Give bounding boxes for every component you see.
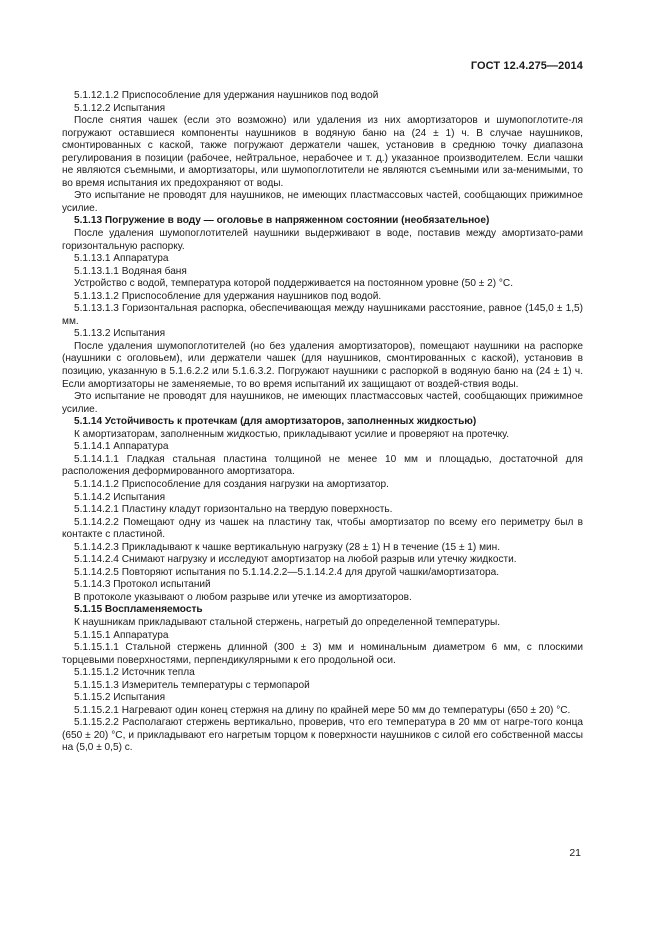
paragraph: 5.1.13.1.3 Горизонтальная распорка, обеспечивающая между наушниками расстояние, равное (145,0 ± 1,5) мм. [62, 303, 583, 327]
paragraph: 5.1.14.2.5 Повторяют испытания по 5.1.14.2.2—5.1.14.2.4 для другой чашки/амортизатора. [74, 566, 499, 578]
paragraph: 5.1.14.1.1 Гладкая стальная пластина толщиной не менее 10 мм и площадью, достаточной для расположения деформированного амортизатора. [62, 453, 583, 478]
page-number: 21 [569, 847, 581, 859]
paragraph: 5.1.14.3 Протокол испытаний [74, 579, 211, 591]
section-heading: 5.1.14 Устойчивость к протечкам (для амортизаторов, заполненных жидкостью) [74, 416, 477, 428]
paragraph: 5.1.14.2.2 Помещают одну из чашек на пластину так, чтобы амортизатор по всему его периметру был в контакте с пластиной. [62, 516, 583, 541]
paragraph: 5.1.15.1 Аппаратура [74, 629, 169, 641]
paragraph: 5.1.14.2.4 Снимают нагрузку и исследуют амортизатор на любой разрыв или утечку жидкости. [74, 554, 517, 566]
paragraph: 5.1.13.1.1 Водяная баня [74, 265, 187, 277]
paragraph: 5.1.15.2.1 Нагревают один конец стержня на длину по крайней мере 50 мм до температуры (650 ± 20) °С. [74, 704, 571, 716]
paragraph: 5.1.13.2 Испытания [74, 328, 166, 340]
paragraph: Это испытание не проводят для наушников, не имеющих пластмассовых частей, сообщающих прижимное усилие. [62, 391, 583, 415]
paragraph: К наушникам прикладывают стальной стержень, нагретый до определенной температуры. [74, 616, 501, 628]
paragraph: 5.1.15.2 Испытания [74, 692, 166, 704]
paragraph: 5.1.14.2.3 Прикладывают к чашке вертикальную нагрузку (28 ± 1) Н в течение (15 ± 1) мин. [74, 541, 501, 553]
paragraph: 5.1.15.1.3 Измеритель температуры с термопарой [74, 679, 310, 691]
paragraph: 5.1.12.1.2 Приспособление для удержания наушников под водой [74, 90, 379, 101]
paragraph: 5.1.14.1.2 Приспособление для создания нагрузки на амортизатор. [74, 478, 389, 490]
paragraph: В протоколе указывают о любом разрыве или утечке из амортизаторов. [74, 591, 412, 603]
paragraph: После удаления шумопоглотителей (но без удаления амортизаторов), помещают наушники на распорке (наушники с оголовьем), или держатели чашек (для наушников, смонтированных с каской), установив в позицию, указанную в 5.1.6.2.2 или 5.1.6.3.2. Погружают наушники с распоркой в водяную баню на (24 ± 1) ч. Если амортизаторы не заменяемые, то во время испытаний их защищают от воздей-ствия воды. [62, 340, 583, 390]
paragraph: 5.1.14.1 Аппаратура [74, 441, 169, 453]
section-heading: 5.1.13 Погружение в воду — оголовье в напряженном состоянии (необязательное) [74, 215, 490, 227]
paragraph: Это испытание не проводят для наушников, не имеющих пластмассовых частей, сообщающих прижимное усилие. [62, 190, 583, 214]
paragraph: 5.1.15.1.2 Источник тепла [74, 667, 195, 679]
paragraph: 5.1.13.1 Аппаратура [74, 253, 169, 265]
paragraph: После удаления шумопоглотителей наушники выдерживают в воде, поставив между амортизато-рами горизонтальную распорку. [62, 228, 583, 252]
paragraph: 5.1.12.2 Испытания [74, 102, 166, 114]
section-heading: 5.1.15 Воспламеняемость [74, 604, 203, 616]
paragraph: 5.1.13.1.2 Приспособление для удержания наушников под водой. [74, 290, 382, 302]
paragraph: К амортизаторам, заполненным жидкостью, прикладывают усилие и проверяют на протечку. [74, 428, 509, 440]
paragraph: После снятия чашек (если это возможно) или удаления из них амортизаторов и шумопоглотите-ля погружают оставшиеся компоненты наушников в водяную баню на (24 ± 1) ч. В случае наушников, смонтированных с каской, также погружают держатели чашек, установив в среднюю точку диапазона регулирования в позиции (рабочее, нейтральное, нерабочее и т. д.) указанное производителем. Если чашки не являются съемными, и амортизаторы, или шумопоглотители не являются съемными или за-менимыми, то во время испытания их предохраняют от воды. [62, 115, 583, 189]
standard-header: ГОСТ 12.4.275—2014 [470, 60, 583, 72]
paragraph: Устройство с водой, температура которой поддерживается на постоянном уровне (50 ± 2) °С. [74, 278, 514, 290]
paragraph: 5.1.14.2.1 Пластину кладут горизонтально на твердую поверхность. [74, 504, 393, 516]
paragraph: 5.1.15.2.2 Располагают стержень вертикально, проверив, что его температура в 20 мм от нагре-того конца (650 ± 20) °С, и прикладывают его нагретым торцом к поверхности наушников с силой его собственной массы на (5,0 ± 0,5) с. [62, 717, 583, 754]
document-body [62, 90, 583, 755]
paragraph: 5.1.14.2 Испытания [74, 491, 166, 503]
paragraph: 5.1.15.1.1 Стальной стержень длинной (300 ± 3) мм и номинальным диаметром 6 мм, с плоскими торцевыми поверхностями, перпендикулярными к его продольной оси. [62, 642, 583, 666]
